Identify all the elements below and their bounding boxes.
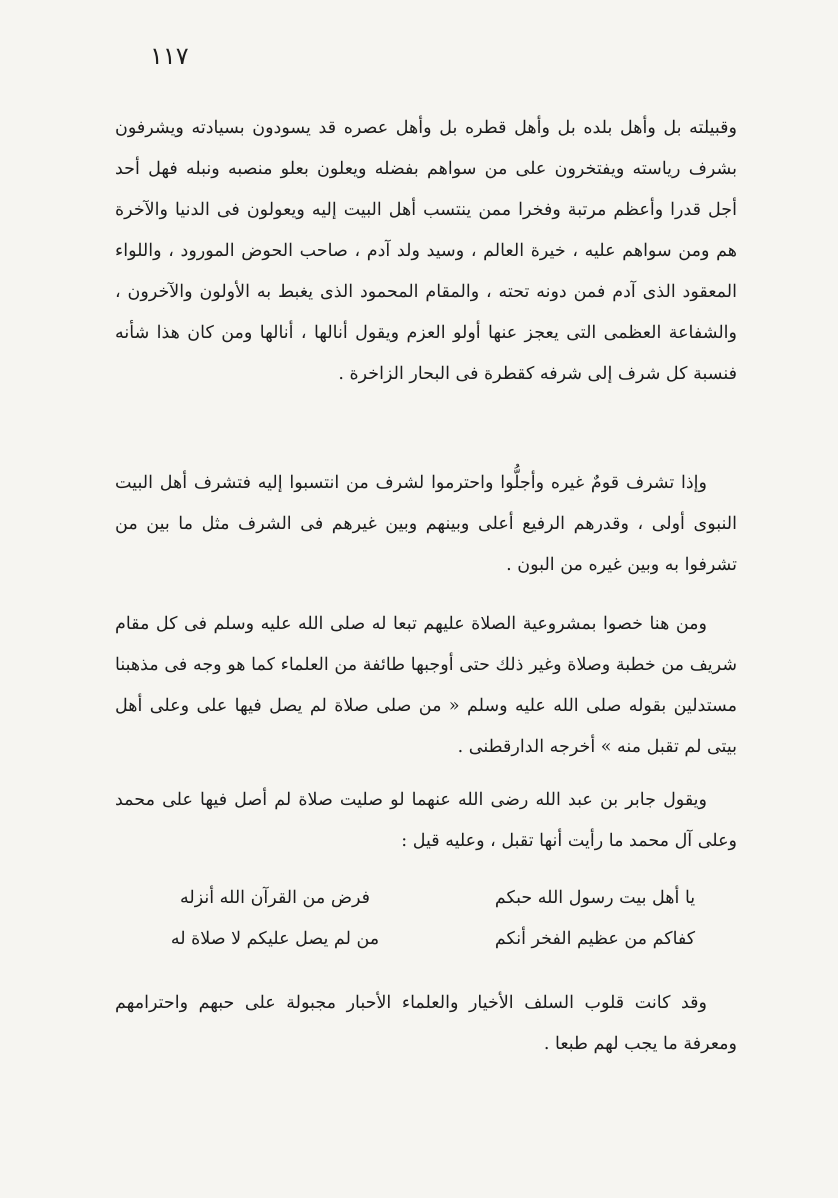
verse-second-hemistich: فرض من القرآن الله أنزله (179, 888, 370, 908)
paragraph-1 (115, 108, 737, 395)
paragraph-5 (115, 983, 737, 1065)
paragraph-text: ويقول جابر بن عبد الله رضى الله عنهما لو صليت صلاة لم أصل فيها على محمد وعلى آل محمد ما رأيت أنها تقبل ، وعليه قيل : (115, 790, 737, 851)
page-number: ١١٧ (150, 42, 189, 70)
verse-second-hemistich: من لم يصل عليكم لا صلاة له (170, 929, 380, 949)
paragraph-text: ومن هنا خصوا بمشروعية الصلاة عليهم تبعا له صلى الله عليه وسلم فى كل مقام شريف من خطبة وصلاة وغير ذلك حتى أوجبها طائفة من العلماء كما هو وجه فى مذهبنا مستدلين بقوله صلى الله عليه وسلم « من صلى صلاة لم يصل فيها على وعلى أهل بيتى لم تقبل منه » أخرجه الدارقطنى . (115, 614, 737, 757)
paragraph-2 (115, 463, 737, 586)
paragraph-text: وقبيلته بل وأهل بلده بل وأهل قطره بل وأهل عصره قد يسودون بسيادته ويشرفون بشرف رياسته ويفتخرون على من سواهم بفضله ويعلون بعلو منصبه ونبله فهل أحد أجل قدرا وأعظم مرتبة وفخرا ممن ينتسب أهل البيت إليه ويعولون فى الدنيا والآخرة هم ومن سواهم عليه ، خيرة العالم ، وسيد ولد آدم ، صاحب الحوض المورود ، واللواء المعقود الذى آدم فمن دونه تحته ، والمقام المحمود الذى يغبط به الأولون والآخرون ، والشفاعة العظمى التى يعجز عنها أولو العزم ويقول أنالها ، أنالها ومن كان هذا شأنه فنسبة كل شرف إلى شرفه كقطرة فى البحار الزاخرة . (115, 118, 737, 384)
paragraph-text: وقد كانت قلوب السلف الأخيار والعلماء الأحبار مجبولة على حبهم واحترامهم ومعرفة ما يجب لهم طبعا . (115, 993, 737, 1054)
paragraph-text: وإذا تشرف قومٌ غيره وأجلُّوا واحترموا لشرف من انتسبوا إليه فتشرف أهل البيت النبوى أولى ، وقدرهم الرفيع أعلى وبينهم وبين غيرهم فى الشرف مثل ما بين من تشرفوا به وبين غيره من البون . (115, 473, 737, 575)
paragraph-3 (115, 604, 737, 768)
paragraph-4 (115, 780, 737, 862)
poem-verse-2 (135, 919, 735, 960)
verse-first-hemistich: كفاكم من عظيم الفخر أنكم (494, 929, 696, 949)
verse-first-hemistich: يا أهل بيت رسول الله حبكم (494, 888, 696, 908)
poem-verse-1 (135, 878, 735, 919)
poem (135, 878, 735, 960)
